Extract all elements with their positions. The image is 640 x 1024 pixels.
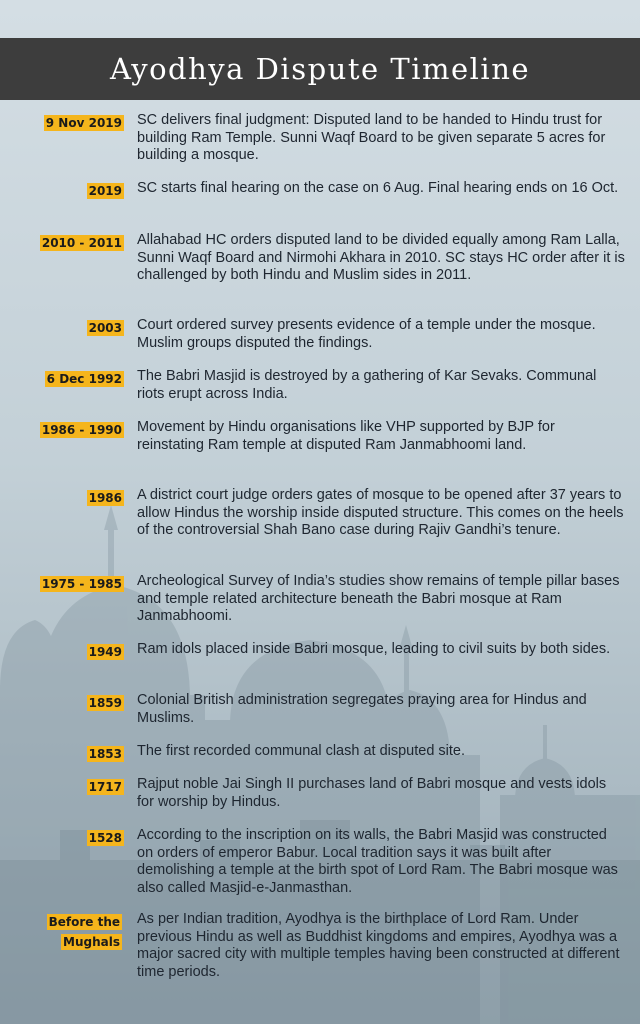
event-description: Allahabad HC orders disputed land to be divided equally among Ram Lalla, Sunni Waqf Board and Nirmohi Akhara in 2010. SC stays HC order after it is challenged by both Hindu and Muslim sides in 2011. <box>137 232 625 283</box>
date-badge: 1975 - 1985 <box>41 577 122 591</box>
date-badge: 1949 <box>88 645 122 659</box>
event-description: SC starts final hearing on the case on 6 Aug. Final hearing ends on 16 Oct. <box>137 180 619 196</box>
event-description: Movement by Hindu organisations like VHP supported by BJP for reinstating Ram temple at disputed Ram Janmabhoomi land. <box>137 419 555 453</box>
event-description: Court ordered survey presents evidence of a temple under the mosque. Muslim groups disputed the findings. <box>137 317 596 351</box>
date-badge: 2003 <box>88 321 122 335</box>
title-bar <box>0 38 640 100</box>
date-badge: 1859 <box>88 696 122 710</box>
event-description: Ram idols placed inside Babri mosque, leading to civil suits by both sides. <box>137 641 611 657</box>
date-badge: 1986 <box>88 491 122 505</box>
event-description: SC delivers final judgment: Disputed land to be handed to Hindu trust for building Ram Temple. Sunni Waqf Board to be given separate 5 acres for building a mosque. <box>137 112 606 163</box>
date-badge: 9 Nov 2019 <box>45 116 122 130</box>
date-badge: 1853 <box>88 747 122 761</box>
event-description: Archeological Survey of India’s studies show remains of temple pillar bases and temple related architecture beneath the Babri mosque at Ram Janmabhoomi. <box>137 573 620 624</box>
date-badge: 6 Dec 1992 <box>46 372 122 386</box>
event-description: According to the inscription on its walls, the Babri Masjid was constructed on orders of emperor Babur. Local tradition says it was built after demolishing a temple at the birth spot of Lord Ram. The Babri mosque was also called Masjid-e-Janmasthan. <box>137 827 618 896</box>
page-title: Ayodhya Dispute Timeline <box>109 52 531 86</box>
event-description: The first recorded communal clash at disputed site. <box>137 743 466 759</box>
event-description: Colonial British administration segregates praying area for Hindus and Muslims. <box>137 692 587 726</box>
date-badge: 1717 <box>88 780 122 794</box>
event-description: The Babri Masjid is destroyed by a gathering of Kar Sevaks. Communal riots erupt across India. <box>137 368 597 402</box>
date-badge: 1528 <box>88 831 122 845</box>
date-badge: 2010 - 2011 <box>41 236 122 250</box>
event-description: A district court judge orders gates of mosque to be opened after 37 years to allow Hindus the worship inside disputed structure. This comes on the heels of the controversial Shah Bano case during Rajiv Gandhi’s tenure. <box>137 487 624 538</box>
event-description: Rajput noble Jai Singh II purchases land of Babri mosque and vests idols for worship by Hindus. <box>137 776 607 810</box>
date-badge: 1986 - 1990 <box>41 423 122 437</box>
event-description: As per Indian tradition, Ayodhya is the birthplace of Lord Ram. Under previous Hindu as well as Buddhist kingdoms and empires, Ayodhya was a major sacred city with multiple temples having been constructed at different time periods. <box>137 911 620 980</box>
date-badge: 2019 <box>88 184 122 198</box>
date-badge: Before the Mughals <box>48 915 120 949</box>
